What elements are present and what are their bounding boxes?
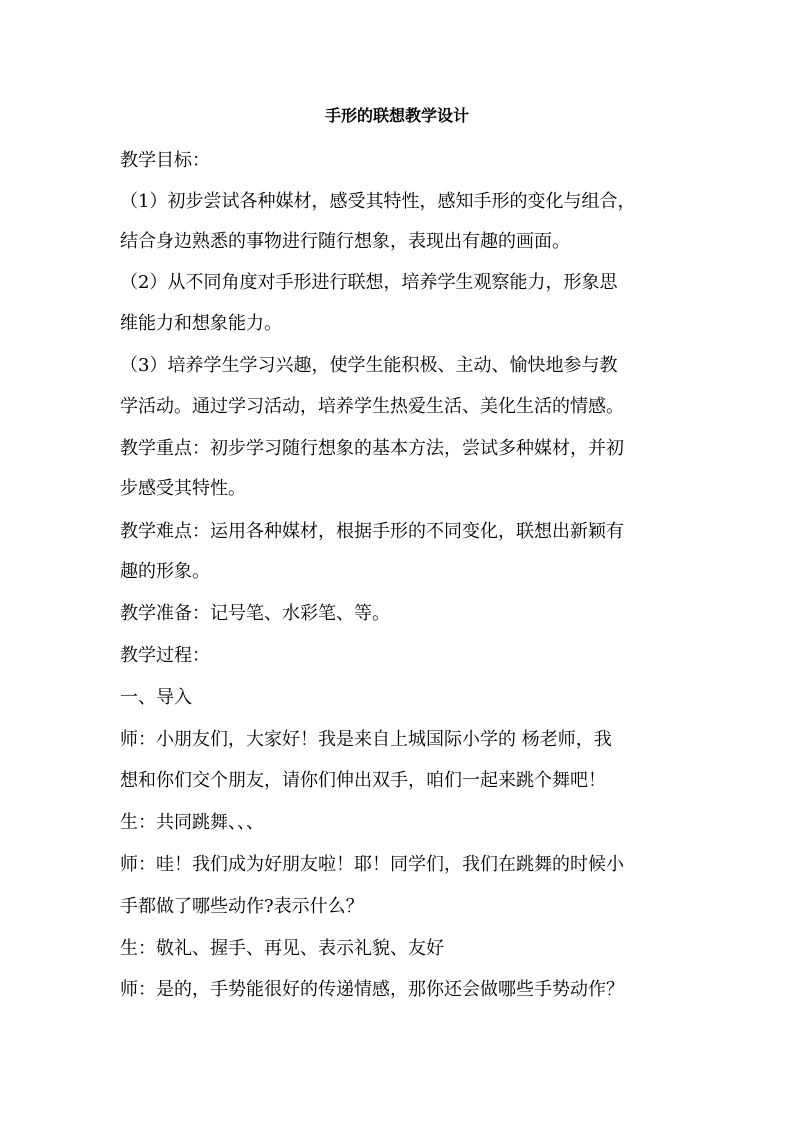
text-line: 师：哇！我们成为好朋友啦！耶！同学们，我们在跳舞的时候小 — [120, 854, 624, 875]
text-line: 师：小朋友们，大家好！我是来自上城国际小学的 杨老师，我 — [120, 729, 612, 750]
text-line: 趣的形象。 — [120, 561, 210, 582]
text-line: 教学准备：记号笔、水彩笔、等。 — [120, 603, 390, 624]
text-line: 生：敬礼、握手、再见、表示礼貌、友好 — [120, 938, 444, 959]
text-line: 想和你们交个朋友，请你们伸出双手，咱们一起来跳个舞吧！ — [120, 770, 606, 791]
text-line: 教学重点：初步学习随行想象的基本方法，尝试多种媒材，并初 — [120, 438, 624, 459]
text-line: 师：是的，手势能很好的传递情感，那你还会做哪些手势动作？ — [120, 979, 624, 1000]
text-line: 步感受其特性。 — [120, 478, 246, 499]
text-line: 学活动。通过学习活动，培养学生热爱生活、美化生活的情感。 — [120, 396, 624, 417]
text-line: 一、导入 — [120, 687, 192, 708]
text-line: （1）初步尝试各种媒材，感受其特性，感知手形的变化与组合， — [120, 191, 636, 212]
text-line: 维能力和想象能力。 — [120, 313, 282, 334]
text-line: 手都做了哪些动作?表示什么？ — [120, 896, 364, 917]
text-line: （2）从不同角度对手形进行联想，培养学生观察能力，形象思 — [120, 272, 618, 293]
text-line: 生：共同跳舞、、、 — [120, 812, 264, 833]
text-line: 教学难点：运用各种媒材，根据手形的不同变化，联想出新颖有 — [120, 521, 624, 542]
text-line: （3）培养学生学习兴趣，使学生能积极、主动、愉快地参与教 — [120, 355, 618, 376]
text-line: 教学目标： — [120, 150, 210, 171]
text-line: 结合身边熟悉的事物进行随行想象，表现出有趣的画面。 — [120, 231, 570, 252]
document-title: 手形的联想教学设计 — [324, 106, 469, 125]
text-line: 教学过程： — [120, 645, 210, 666]
